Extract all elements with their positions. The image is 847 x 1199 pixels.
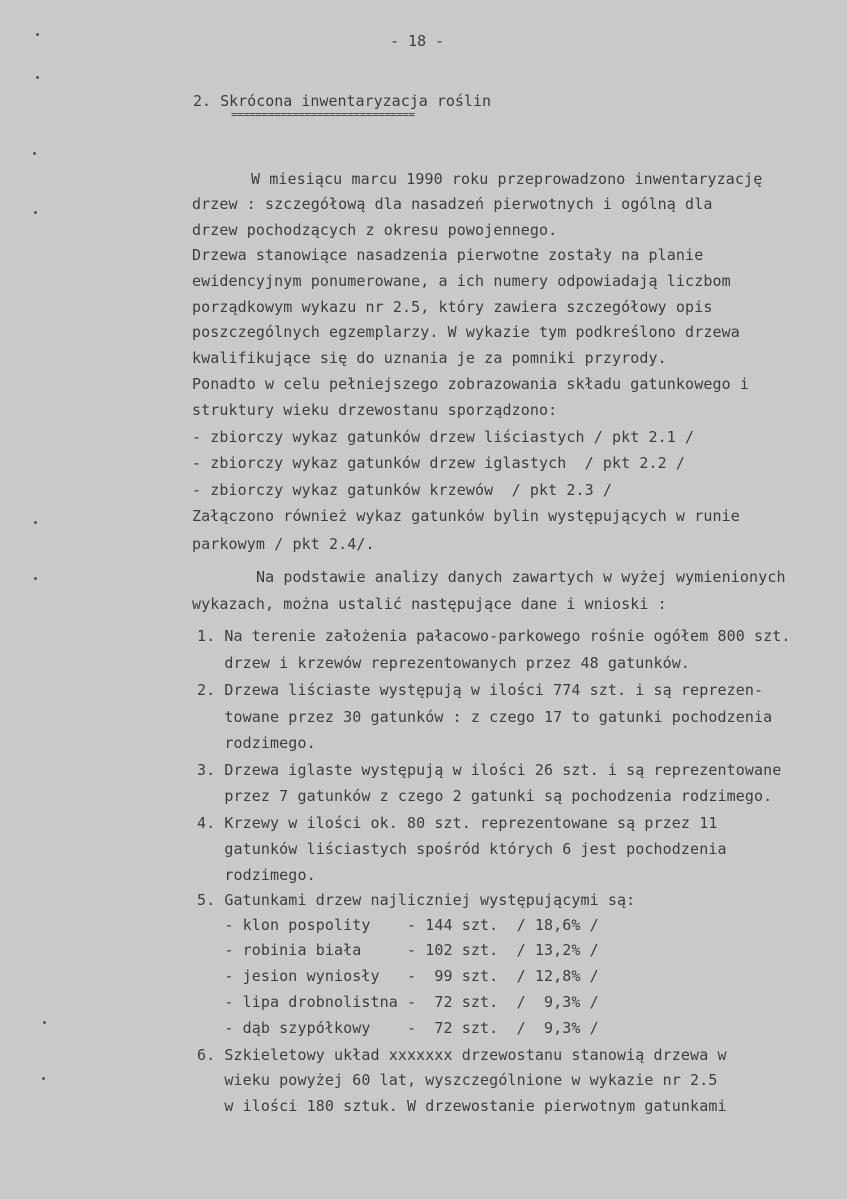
text-line: Drzewa stanowiące nasadzenia pierwotne zostały na planie: [192, 246, 704, 264]
list-item: w ilości 180 sztuk. W drzewostanie pierwotnym gatunkami: [197, 1097, 727, 1115]
list-item: towane przez 30 gatunków : z czego 17 to gatunki pochodzenia: [197, 708, 773, 726]
section-heading: 2. Skrócona inwentaryzacja roślin: [193, 92, 492, 110]
list-item: rodzimego.: [197, 734, 316, 752]
list-item: 5. Gatunkami drzew najliczniej występującymi są:: [197, 891, 636, 909]
text-line: poszczególnych egzemplarzy. W wykazie tym podkreślono drzewa: [192, 323, 740, 341]
text-line: Ponadto w celu pełniejszego zobrazowania składu gatunkowego i: [192, 375, 749, 393]
text-line: struktury wieku drzewostanu sporządzono:: [192, 401, 558, 419]
page-number: - 18 -: [390, 32, 445, 50]
list-item: drzew i krzewów reprezentowanych przez 48 gatunków.: [197, 654, 691, 672]
text-line: drzew : szczegółową dla nasadzeń pierwotnych i ogólną dla: [192, 195, 713, 213]
text-line: ewidencyjnym ponumerowane, a ich numery odpowiadają liczbom: [192, 272, 731, 290]
text-line: kwalifikujące się do uznania je za pomniki przyrody.: [192, 349, 667, 367]
list-item: - jesion wyniosły - 99 szt. / 12,8% /: [197, 967, 599, 985]
list-item: przez 7 gatunków z czego 2 gatunki są pochodzenia rodzimego.: [197, 787, 773, 805]
margin-dot: [43, 1021, 46, 1024]
list-item: rodzimego.: [197, 866, 316, 884]
list-item: 6. Szkieletowy układ xxxxxxx drzewostanu stanowią drzewa w: [197, 1046, 727, 1064]
list-item: - lipa drobnolistna - 72 szt. / 9,3% /: [197, 993, 599, 1011]
list-item: - klon pospolity - 144 szt. / 18,6% /: [197, 916, 599, 934]
list-item: - dąb szypółkowy - 72 szt. / 9,3% /: [197, 1019, 599, 1037]
text-line: W miesiącu marcu 1990 roku przeprowadzono inwentaryzację: [251, 170, 763, 188]
list-item: 3. Drzewa iglaste występują w ilości 26 szt. i są reprezentowane: [197, 761, 782, 779]
text-line: Załączono również wykaz gatunków bylin występujących w runie: [192, 507, 740, 525]
list-item: gatunków liściastych spośród których 6 jest pochodzenia: [197, 840, 727, 858]
margin-dot: [36, 33, 39, 36]
text-line: - zbiorczy wykaz gatunków drzew iglastych / pkt 2.2 /: [192, 454, 686, 472]
margin-dot: [36, 76, 39, 79]
list-item: 2. Drzewa liściaste występują w ilości 774 szt. i są reprezen-: [197, 681, 764, 699]
list-item: - robinia biała - 102 szt. / 13,2% /: [197, 941, 599, 959]
text-line: drzew pochodzących z okresu powojennego.: [192, 221, 558, 239]
text-line: wykazach, można ustalić następujące dane i wnioski :: [192, 595, 667, 613]
list-item: wieku powyżej 60 lat, wyszczególnione w wykazie nr 2.5: [197, 1071, 718, 1089]
margin-dot: [34, 211, 37, 214]
list-item: 1. Na terenie założenia pałacowo-parkowego rośnie ogółem 800 szt.: [197, 627, 791, 645]
margin-dot: [34, 577, 37, 580]
text-line: - zbiorczy wykaz gatunków krzewów / pkt 2.3 /: [192, 481, 613, 499]
heading-underline: ==============================: [231, 108, 415, 121]
margin-dot: [42, 1077, 45, 1080]
list-item: 4. Krzewy w ilości ok. 80 szt. reprezentowane są przez 11: [197, 814, 718, 832]
margin-dot: [34, 521, 37, 524]
text-line: parkowym / pkt 2.4/.: [192, 535, 375, 553]
text-line: - zbiorczy wykaz gatunków drzew liściastych / pkt 2.1 /: [192, 428, 695, 446]
text-line: porządkowym wykazu nr 2.5, który zawiera szczegółowy opis: [192, 298, 713, 316]
margin-dot: [33, 152, 36, 155]
text-line: Na podstawie analizy danych zawartych w wyżej wymienionych: [256, 568, 786, 586]
